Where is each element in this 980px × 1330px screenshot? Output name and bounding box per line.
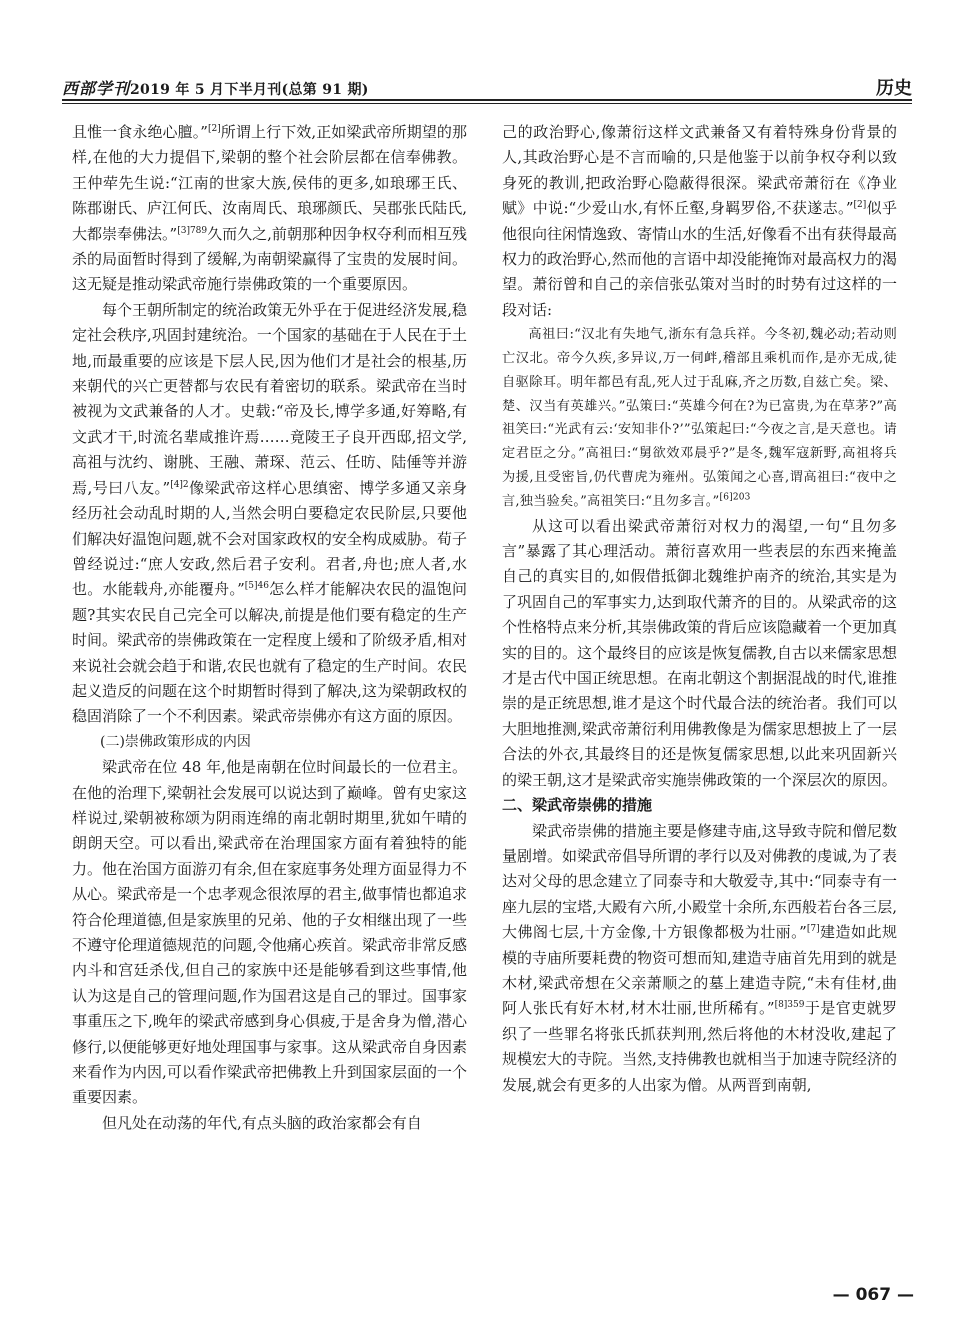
citation: [2] (853, 200, 867, 211)
paragraph: 每个王朝所制定的统治政策无外乎在于促进经济发展,稳定社会秩序,巩固封建统治。一个国家的基础在于人民在于土地,而最重要的应该是下层人民,因为他们才是社会的根基,历来朝代的兴亡更替都与农民有着密切的联系。梁武帝在当时被视为文武兼备的人才。史载:“帝及长,博学多通,好筹略,有文武才干,时流名辈咸推许焉……竟陵王子良开西邸,招文学,高祖与沈约、谢朓、王融、萧琛、范云、任昉、陆倕等并游焉,号曰八友。”$^{[4]2}$像梁武帝这样心思缜密、博学多通又亲身经历社会动乱时期的人,当然会明白要稳定农民阶层,只要他们解决好温饱问题,就不会对国家政权的安全构成威胁。荀子曾经说过:“庶人安政,然后君子安利。君者,舟也;庶人者,水也。水能载舟,亦能覆舟。”$^{[5]46}$怎么样才能解决农民的温饱问题?其实农民自己完全可以解决,前提是他们要有稳定的生产时间。梁武帝的崇佛政策在一定程度上缓和了阶级矛盾,相对来说社会就会趋于和谐,农民也就有了稳定的生产时间。农民起义造反的问题在这个时期暂时得到了解决,这为梁朝政权的稳固消除了一个不利因素。梁武帝崇佛亦有这方面的原因。 (72, 300, 467, 726)
paragraph: 且惟一食永绝心膻。”[2]所谓上行下效,正如梁武帝所期望的那样,在他的大力提倡下,梁朝的整个社会阶层都在信奉佛教。王仲荦先生说:“江南的世家大族,侯伟的更多,如琅琊王氏、陈郡谢氏、庐江何氏、汝南周氏、琅琊颜氏、吴郡张氏陆氏,大都崇奉佛法。”$^{[3]789}$久而久之,前朝那种因争权夺利而相互残杀的局面暂时得到了缓解,为南朝梁赢得了宝贵的发展时间。这无疑是推动梁武帝施行崇佛政策的一个重要原因。 (72, 123, 467, 294)
citation: [6]203 (719, 492, 751, 503)
section-label: 历史 (876, 78, 912, 99)
subsection-heading: (二)崇佛政策形成的内因 (100, 733, 251, 750)
citation: [3]789 (177, 225, 208, 236)
journal-info (62, 76, 369, 99)
citation: [5]46 (244, 581, 269, 592)
journal-issue: 2019 年 5 月下半月刊(总第 91 期) (130, 82, 369, 98)
left-column (72, 120, 467, 1136)
page-header (62, 66, 912, 100)
citation: [2] (207, 124, 221, 134)
page-number: — 067 — (832, 1285, 914, 1305)
block-quote: 高祖曰:“汉北有失地气,浙东有急兵祥。今冬初,魏必动;若动则亡汉北。帝今久疾,多异议,万一伺衅,稽部且乘机而作,是亦无成,徒自驱除耳。明年都邑有乱,死人过于乱麻,齐之历数,自兹亡矣。梁、楚、汉当有英雄兴。”弘策曰:“英雄今何在?为已富贵,为在草茅?”高祖笑曰:“光武有云:‘安知非仆?’”弘策起曰:“今夜之言,是天意也。请定君臣之分。”高祖曰:“舅欲效邓晨乎?”是冬,魏军寇新野,高祖将兵为援,且受密旨,仍代曹虎为雍州。弘策闻之心喜,谓高祖曰:“夜中之言,独当验矣。”高祖笑曰:“且勿多言。”$^{[6]203}$ (502, 327, 897, 509)
journal-name: 西部学刊 (62, 79, 131, 98)
right-column (502, 120, 897, 1098)
paragraph: 己的政治野心,像萧衍这样文武兼备又有着特殊身份背景的人,其政治野心是不言而喻的,只是他鉴于以前争权夺利以致身死的教训,把政治野心隐蔽得很深。梁武帝萧衍在《净业赋》中说:“少爱山水,有怀丘壑,身羁罗俗,不获遂志。”[2]似乎他很向往闲情逸致、寄情山水的生活,好像看不出有获得最高权力的政治野心,然而他的言语中却没能掩饰对最高权力的渴望。萧衍曾和自己的亲信张弘策对当时的时势有过这样的一段对话: (502, 123, 897, 319)
paragraph: 但凡处在动荡的年代,有点头脑的政治家都会有自 (102, 1113, 422, 1132)
citation: [4]2 (170, 479, 189, 490)
header-rule-thin (62, 103, 912, 104)
paragraph: 梁武帝在位 48 年,他是南朝在位时间最长的一位君主。在他的治理下,梁朝社会发展可以说达到了巅峰。曾有史家这样说过,梁朝被称颂为阴雨连绵的南北朝时期里,犹如午晴的朗朗天空。可以看出,梁武帝在治理国家方面有着独特的能力。他在治国方面游刃有余,但在家庭事务处理方面显得力不从心。梁武帝是一个忠孝观念很浓厚的君主,做事情也都追求符合伦理道德,但是家族里的兄弟、他的子女相继出现了一些不遵守伦理道德规范的问题,令他痛心疾首。梁武帝非常反感内斗和宫廷杀伐,但自己的家族中还是能够看到这些事情,他认为这是自己的管理问题,作为国君这是自己的罪过。国事家事重压之下,晚年的梁武帝感到身心俱疲,于是舍身为僧,潜心修行,以便能够更好地处理国事与家事。这从梁武帝自身因素来看作为内因,可以看作梁武帝把佛教上升到国家层面的一个重要因素。 (72, 758, 467, 1107)
citation: [7] (806, 924, 820, 935)
paragraph: 从这可以看出梁武帝萧衍对权力的渴望,一句“且勿多言”暴露了其心理活动。萧衍喜欢用一些表层的东西来掩盖自己的真实目的,如假借抵御北魏维护南齐的统治,其实是为了巩固自己的军事实力,达到取代萧齐的目的。从梁武帝的这个性格特点来分析,其崇佛政策的背后应该隐藏着一个更加真实的目的。这个最终目的应该是恢复儒教,自古以来儒家思想才是古代中国正统思想。在南北朝这个割据混战的时代,谁推崇的是正统思想,谁才是这个时代最合法的统治者。我们可以大胆地推测,梁武帝萧衍利用佛教像是为儒家思想披上了一层合法的外衣,其最终目的还是恢复儒家思想,以此来巩固新兴的梁王朝,这才是梁武帝实施崇佛政策的一个深层次的原因。 (502, 516, 897, 789)
paragraph: 梁武帝崇佛的措施主要是修建寺庙,这导致寺院和僧尼数量剧增。如梁武帝倡导所谓的孝行以及对佛教的虔诚,为了表达对父母的思念建立了同泰寺和大敬爱寺,其中:“同泰寺有一座九层的宝塔,大殿有六所,小殿堂十余所,东西般若台各三层,大佛阁七层,十方金像,十方银像都极为壮丽。”[7]建造如此规模的寺庙所要耗费的物资可想而知,建造寺庙首先用到的就是木材,梁武帝想在父亲萧顺之的墓上建造寺院,“未有佳材,曲阿人张氏有好木材,材木壮丽,世所稀有。”$^{[8]359}$于是官吏就罗织了一些罪名将张氏抓获判刑,然后将他的木材没收,建起了规模宏大的寺院。当然,支持佛教也就相当于加速寺院经济的发展,就会有更多的人出家为僧。从两晋到南朝, (502, 821, 897, 1094)
header-rule (62, 99, 912, 101)
section-heading: 二、梁武帝崇佛的措施 (502, 796, 653, 815)
citation: [8]359 (774, 1000, 805, 1011)
